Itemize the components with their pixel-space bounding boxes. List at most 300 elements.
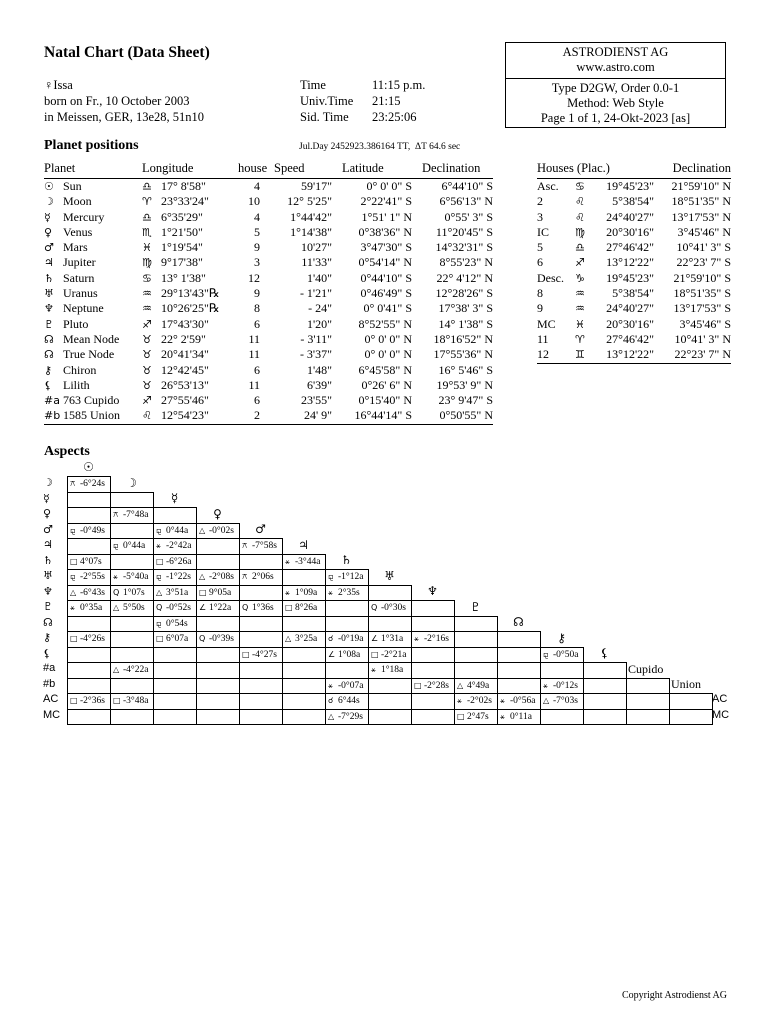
planet-latitude: 0°46'49" S [360, 286, 412, 301]
planet-row [44, 255, 493, 270]
planet-declination: 8°55'23" N [439, 255, 493, 270]
planet-speed: 1°14'38" [290, 224, 332, 239]
aspect-orb: 6°44s [338, 696, 360, 706]
ut-value: 21:15 [372, 94, 401, 108]
aspect-glyph: ⚹ [285, 587, 290, 597]
planet-latitude: 0° 0' 0" N [364, 331, 412, 346]
sign-symbol: ♒ [142, 287, 152, 301]
aspect-glyph: ⚹ [328, 680, 333, 690]
aspect-cell [110, 585, 154, 602]
aspect-glyph: △ [156, 587, 163, 597]
aspect-row-label: ⚸ [43, 646, 52, 660]
planet-declination: 18°16'52" N [433, 331, 493, 346]
planet-symbol: ♄ [44, 271, 54, 285]
planet-row [44, 393, 493, 408]
aspect-glyph: ⚼ [70, 525, 76, 535]
house-longitude: 24°40'27" [606, 209, 654, 224]
aspect-glyph: △ [543, 696, 550, 705]
sidtime-value: 23:25:06 [372, 110, 417, 124]
planet-latitude: 2°22'41" S [360, 194, 412, 209]
planet-name: Uranus [63, 286, 98, 301]
sign-symbol: ♎ [142, 180, 152, 193]
aspect-glyph: □ [156, 634, 164, 643]
aspect-cell [196, 662, 240, 679]
planet-row [44, 363, 493, 378]
planet-speed: - 3'37" [299, 347, 332, 362]
planet-symbol: ⚸ [44, 378, 53, 392]
house-row [537, 271, 731, 286]
sign-symbol: ♋ [142, 271, 152, 285]
aspect-glyph: ⚹ [156, 541, 161, 550]
aspect-right-label: MC [712, 708, 730, 721]
house-declination: 18°51'35" S [673, 286, 731, 301]
planet-speed: 12° 5'25" [287, 194, 332, 209]
aspect-orb: -7°29s [338, 711, 363, 722]
aspect-orb: -6°43s [80, 587, 105, 598]
planet-longitude: 17°43'30" [161, 316, 209, 331]
aspect-cell [110, 616, 154, 633]
planet-name: Mean Node [63, 331, 120, 346]
info-box [505, 42, 726, 128]
planet-latitude: 0°44'10" S [360, 270, 412, 285]
house-name: 6 [537, 255, 543, 270]
aspect-cell [497, 678, 541, 695]
aspect-col-header: ♆ [427, 584, 438, 598]
page-title: Natal Chart (Data Sheet) [44, 44, 210, 61]
planet-latitude: 3°47'30" S [360, 240, 412, 255]
planet-name: 763 Cupido [63, 393, 120, 408]
planet-name: Mercury [63, 209, 105, 224]
aspect-cell [626, 693, 670, 710]
aspect-glyph: ☌ [328, 696, 334, 705]
planet-speed: 1'48" [306, 362, 332, 377]
aspect-cell [497, 647, 541, 664]
aspect-orb: 0°54s [166, 618, 188, 629]
planet-declination: 11°20'45" S [435, 224, 493, 239]
planet-declination: 14°32'31" S [435, 240, 493, 255]
aspect-cell [239, 554, 283, 571]
aspect-glyph: △ [70, 587, 77, 597]
aspect-glyph: △ [199, 572, 206, 581]
aspect-glyph: ∠ [199, 603, 207, 612]
aspect-orb: -0°52s [166, 603, 191, 613]
aspect-glyph: ⚹ [457, 696, 462, 705]
col-house-declination: Declination [657, 160, 731, 179]
aspect-cell [110, 554, 154, 571]
planet-longitude: 23°33'24" [161, 194, 209, 209]
aspect-orb: -2°02s [467, 696, 492, 706]
planet-declination: 23° 9'47" S [438, 393, 493, 408]
aspect-glyph: ⚹ [414, 634, 419, 643]
planet-symbol: ♇ [44, 317, 54, 331]
planet-row [44, 317, 493, 332]
aspect-cell [239, 693, 283, 710]
aspect-glyph: ⚼ [156, 525, 162, 535]
aspect-cell [153, 507, 197, 524]
aspect-orb: -0°19a [338, 634, 364, 644]
house-row [537, 179, 731, 195]
planet-row [44, 301, 493, 316]
planet-speed: 10'27" [300, 240, 332, 255]
planet-latitude: 6°45'58" N [358, 362, 412, 377]
aspect-cell [282, 678, 326, 695]
aspect-cell [411, 647, 455, 664]
aspect-cell [325, 616, 369, 633]
aspect-glyph: □ [457, 711, 465, 721]
house-longitude: 5°38'54" [612, 194, 654, 209]
aspect-orb: -0°30s [381, 603, 406, 613]
aspect-cell [110, 662, 154, 679]
aspect-orb: 1°07s [123, 587, 145, 598]
aspect-glyph: ⚹ [70, 603, 75, 612]
planet-longitude: 1°19'54" [161, 240, 203, 255]
aspect-cell [282, 616, 326, 633]
house-name: 11 [537, 331, 549, 346]
aspect-glyph: □ [242, 649, 250, 659]
aspect-cell [583, 678, 627, 695]
planet-symbol: #a [44, 394, 60, 408]
aspect-glyph: △ [457, 680, 464, 690]
planet-speed: 1'20" [306, 316, 332, 331]
aspect-orb: 3°51a [166, 587, 189, 598]
chart-type: Type D2GW, Order 0.0-1 [551, 81, 680, 95]
aspect-glyph: □ [414, 680, 422, 690]
aspect-cell [67, 492, 111, 509]
sign-symbol: ♍ [142, 256, 152, 270]
person-name: ♀Issa [44, 78, 73, 92]
planet-symbol: ☿ [44, 210, 51, 224]
aspect-glyph: □ [70, 696, 78, 705]
planet-row [44, 194, 493, 209]
house-sign-symbol: ♈ [575, 332, 585, 346]
aspect-orb: -4°26s [80, 634, 105, 644]
aspect-cell [67, 538, 111, 555]
planet-symbol: ⚷ [44, 363, 53, 377]
aspect-cell [153, 569, 197, 586]
planet-name: Lilith [63, 377, 90, 392]
aspect-cell [669, 709, 713, 726]
planet-speed: 6'39" [306, 377, 332, 392]
aspect-cell [497, 631, 541, 648]
col-latitude: Latitude [332, 160, 412, 179]
company-url: www.astro.com [576, 60, 655, 74]
aspect-cell [196, 678, 240, 695]
planet-latitude: 0°15'40" N [358, 393, 412, 408]
planet-latitude: 16°44'14" S [332, 408, 412, 424]
planet-symbol: #b [44, 409, 61, 423]
time-info [300, 77, 425, 125]
page-info: Page 1 of 1, 24-Okt-2023 [as] [540, 111, 691, 125]
planet-house: 12 [248, 270, 260, 285]
sign-symbol: ♈ [142, 195, 152, 209]
aspect-orb: -0°49s [80, 525, 105, 536]
house-sign-symbol: ♌ [575, 210, 585, 224]
house-row [537, 317, 731, 332]
planet-declination: 12°28'26" S [435, 286, 493, 301]
planet-latitude: 0° 0' 0" S [366, 179, 412, 193]
house-longitude: 19°45'23" [606, 179, 654, 193]
house-declination: 22°23' 7" N [657, 347, 731, 363]
aspect-orb: 1°31a [381, 634, 404, 644]
house-declination: 13°17'53" N [671, 209, 731, 224]
planet-house: 6 [254, 393, 260, 408]
aspect-row-label: ♄ [43, 553, 53, 567]
aspect-glyph: ⚼ [70, 572, 76, 581]
house-name: 5 [537, 240, 543, 255]
aspect-orb: -0°50a [553, 649, 579, 660]
aspect-cell [67, 662, 111, 679]
aspect-orb: -7°03s [553, 696, 578, 706]
aspect-orb: 1°08a [338, 649, 361, 660]
aspect-orb: -0°39s [209, 634, 234, 644]
aspect-col-header: Union [671, 677, 701, 691]
planet-row [44, 332, 493, 347]
house-declination: 3°45'46" N [677, 224, 731, 239]
aspect-glyph: □ [371, 649, 379, 659]
house-sign-symbol: ♓ [575, 317, 585, 331]
aspect-orb: -6°24s [80, 479, 105, 489]
aspect-glyph: □ [156, 556, 164, 566]
aspect-orb: 1°22a [209, 603, 232, 613]
aspect-glyph: Q [156, 603, 163, 612]
aspect-glyph: □ [113, 696, 121, 705]
aspect-cell [669, 693, 713, 710]
aspect-orb: -2°08s [209, 572, 234, 582]
aspect-cell [196, 585, 240, 602]
house-name: 3 [537, 209, 543, 224]
sidtime-label: Sid. Time [300, 110, 349, 124]
aspect-cell [239, 709, 283, 726]
planet-house: 11 [248, 331, 260, 346]
aspect-cell [540, 709, 584, 726]
aspect-cell [325, 662, 369, 679]
house-name: MC [537, 316, 556, 331]
aspect-glyph: ⚼ [113, 541, 119, 550]
aspect-cell [411, 616, 455, 633]
aspect-cell [239, 647, 283, 664]
aspect-cell [497, 662, 541, 679]
planet-speed: 23'55" [300, 393, 332, 408]
sign-symbol: ♐ [142, 317, 152, 331]
aspect-cell [282, 662, 326, 679]
planet-speed: 24' 9" [274, 408, 332, 424]
planet-symbol: ☊ [44, 348, 54, 362]
aspect-right-label: AC [712, 693, 728, 705]
planet-row [44, 271, 493, 286]
house-name: 9 [537, 301, 543, 316]
aspect-glyph: Q [242, 603, 249, 612]
aspect-cell [282, 585, 326, 602]
planet-name: Pluto [63, 316, 89, 331]
aspect-glyph: ⚻ [242, 541, 248, 550]
aspect-cell [454, 678, 498, 695]
aspect-orb: -2°16s [424, 634, 449, 644]
aspect-glyph: □ [70, 556, 78, 566]
aspect-cell [282, 709, 326, 726]
aspect-cell [540, 678, 584, 695]
aspect-cell [196, 554, 240, 571]
aspect-row-label: ♅ [43, 569, 53, 582]
aspect-cell [239, 569, 283, 586]
sign-symbol: ♏ [142, 225, 152, 239]
sign-symbol: ♐ [142, 394, 152, 408]
aspect-cell [325, 647, 369, 664]
planet-house: 4 [254, 209, 260, 224]
planet-table [44, 160, 493, 425]
aspect-row-label: ♇ [43, 600, 53, 613]
house-name: Desc. [537, 270, 564, 285]
aspect-cell [239, 600, 283, 617]
aspect-glyph: □ [285, 603, 293, 612]
aspect-cell [67, 554, 111, 571]
aspect-row-label: ⚷ [43, 631, 52, 644]
aspect-cell [325, 709, 369, 726]
house-row [537, 240, 731, 255]
aspect-cell [411, 709, 455, 726]
planet-speed: - 1'21" [299, 286, 332, 301]
aspect-cell [497, 709, 541, 726]
sign-symbol: ♉ [142, 378, 152, 392]
planet-symbol: ♂ [44, 241, 54, 255]
aspect-cell [110, 631, 154, 648]
planet-latitude: 0° 0' 0" N [364, 347, 412, 362]
aspect-cell [153, 662, 197, 679]
chart-method: Method: Web Style [567, 96, 664, 110]
aspect-row-label: ♂ [43, 522, 53, 536]
aspect-orb: 6°07a [166, 634, 189, 644]
aspect-cell [196, 569, 240, 586]
planet-declination: 6°56'13" N [439, 194, 493, 209]
planet-house: 4 [254, 179, 260, 193]
aspect-cell [540, 693, 584, 710]
planet-house: 3 [254, 255, 260, 270]
aspect-glyph: △ [113, 603, 120, 612]
aspect-cell [583, 662, 627, 679]
house-sign-symbol: ♍ [575, 225, 585, 239]
aspect-cell [239, 585, 283, 602]
aspect-orb: -3°48a [123, 696, 149, 706]
house-declination: 22°23' 7" S [676, 255, 731, 270]
sign-symbol: ♓ [142, 241, 152, 255]
aspect-cell [325, 631, 369, 648]
house-row [537, 286, 731, 301]
aspect-cell [196, 616, 240, 633]
aspect-cell [411, 662, 455, 679]
aspect-cell [196, 631, 240, 648]
house-row [537, 347, 731, 363]
aspect-glyph: ☌ [328, 634, 334, 643]
planet-name: True Node [63, 347, 115, 362]
aspect-cell [239, 616, 283, 633]
aspect-col-header: Cupido [628, 661, 664, 676]
planet-declination: 22° 4'12" N [436, 270, 493, 285]
house-sign-symbol: ♎ [575, 241, 585, 255]
aspect-cell [325, 585, 369, 602]
planet-name: Neptune [63, 301, 104, 316]
aspect-cell [153, 709, 197, 726]
house-longitude: 20°30'16" [606, 316, 654, 331]
house-sign-symbol: ♐ [575, 256, 585, 270]
aspect-cell [497, 693, 541, 710]
planet-latitude: 1°51' 1" N [361, 209, 412, 224]
aspect-glyph: △ [199, 525, 206, 535]
aspect-cell [67, 600, 111, 617]
planet-latitude: 0°54'14" N [358, 255, 412, 270]
aspect-cell [196, 647, 240, 664]
planet-row [44, 408, 493, 424]
planet-house: 5 [254, 224, 260, 239]
aspect-orb: -7°58s [252, 541, 277, 551]
aspect-col-header: ☽ [126, 475, 137, 490]
planet-house: 11 [248, 347, 260, 362]
aspect-col-header: ♀ [213, 506, 222, 521]
aspect-glyph: ⚻ [113, 510, 119, 519]
aspects-heading: Aspects [44, 444, 90, 459]
aspect-cell [67, 647, 111, 664]
aspect-cell [282, 693, 326, 710]
house-name: 2 [537, 194, 543, 209]
aspect-cell [153, 647, 197, 664]
house-declination: 10°41' 3" S [676, 240, 731, 255]
aspect-col-header: ⚸ [600, 646, 609, 660]
aspect-orb: -6°26a [166, 556, 192, 567]
aspect-glyph: □ [70, 634, 78, 643]
planet-longitude: 26°53'13" [161, 377, 209, 392]
house-name: 12 [537, 347, 575, 363]
planet-name: Venus [63, 224, 93, 239]
col-declination: Declination [412, 160, 493, 179]
aspect-orb: 2°47s [467, 711, 489, 722]
delta-t: ΔT 64.6 sec [415, 142, 461, 152]
aspect-cell [110, 507, 154, 524]
aspect-orb: -4°22a [123, 665, 149, 675]
aspect-cell [153, 693, 197, 710]
aspect-glyph: ⚼ [156, 618, 162, 628]
planet-name: Moon [63, 194, 92, 209]
aspect-orb: 2°06s [252, 572, 274, 582]
planet-name: Saturn [63, 270, 95, 285]
aspect-cell [626, 678, 670, 695]
planet-longitude: 10°26'25"℞ [161, 301, 220, 316]
planet-longitude: 12°42'45" [161, 362, 209, 377]
planet-symbol: ☽ [44, 195, 54, 209]
aspect-cell [110, 523, 154, 540]
aspect-cell [67, 631, 111, 648]
aspect-cell [153, 523, 197, 540]
house-longitude: 13°12'22" [606, 347, 654, 362]
aspect-orb: -4°27s [252, 649, 277, 660]
aspect-col-header: ♂ [255, 522, 266, 536]
aspect-glyph: Q [199, 634, 206, 643]
house-row [537, 332, 731, 347]
planet-declination: 0°50'55" N [412, 408, 493, 424]
houses-table [537, 160, 731, 364]
aspect-cell [282, 569, 326, 586]
house-name: 8 [537, 286, 543, 301]
planet-longitude: 22° 2'59" [161, 331, 206, 346]
house-row [537, 194, 731, 209]
planet-longitude: 13° 1'38" [161, 270, 206, 285]
aspect-row-label: #b [43, 677, 56, 690]
ut-label: Univ.Time [300, 94, 354, 108]
planet-symbol: ♅ [44, 287, 54, 301]
aspect-cell [196, 538, 240, 555]
planet-declination: 19°53' 9" N [436, 377, 493, 392]
planet-declination: 6°44'10" S [441, 179, 493, 193]
col-speed: Speed [274, 160, 332, 179]
aspect-glyph: ⚼ [156, 572, 162, 581]
aspect-orb: 1°36s [252, 603, 274, 613]
